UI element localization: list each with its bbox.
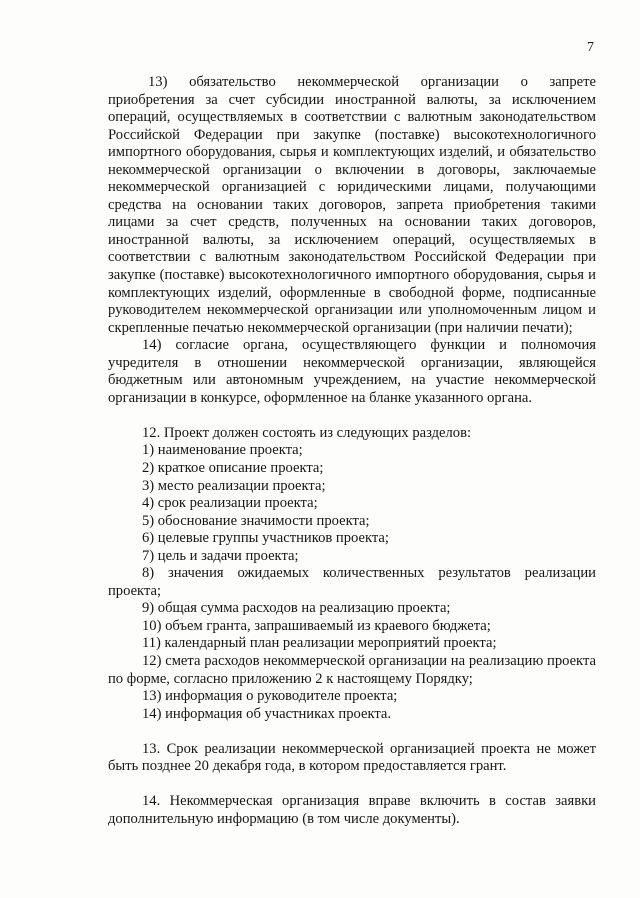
list-item: 12) смета расходов некоммерческой организации на реализацию проекта по форме, согласно приложению 2 к настоящему Порядку;: [108, 653, 596, 687]
list-item: 1) наименование проекта;: [142, 442, 303, 459]
section-14-paragraph: 14. Некоммерческая организация вправе включить в состав заявки дополнительную информацию (в том числе документы).: [108, 793, 596, 827]
list-item: 14) информация об участниках проекта.: [142, 705, 392, 722]
list-item: 6) целевые группы участников проекта;: [142, 530, 389, 547]
section-13-paragraph: 13. Срок реализации некоммерческой организацией проекта не может быть позднее 20 декабря года, в котором предоставляется грант.: [108, 740, 596, 775]
list-item: 2) краткое описание проекта;: [142, 459, 324, 476]
list-item: 4) срок реализации проекта;: [142, 495, 318, 512]
page-number: 7: [587, 40, 594, 55]
list-item: 9) общая сумма расходов на реализацию проекта;: [142, 600, 451, 617]
paragraph-item-13: 13) обязательство некоммерческой организации о запрете приобретения за счет субсидии иностранной валюты, за исключением операций, осуществляемых в соответствии с валютным законодательством Российской Федерации при закупке (поставке) высокотехнологичного импортного оборудования, сырья и комплектующих изделий, и обязательство некоммерческой организации о включении в договоры, заключаемые некоммерческой организацией с юридическими лицами, получающими средства на основании таких договоров, запрета приобретения такими лицами за счет средств, полученных на основании таких договоров, иностранной валюты, за исключением операций, осуществляемых в соответствии с валютным законодательством Российской Федерации при закупке (поставке) высокотехнологичного импортного оборудования, сырья и комплектующих изделий, оформленные в свободной форме, подписанные руководителем некоммерческой организации или уполномоченным лицом и скрепленные печатью некоммерческой организации (при наличии печати);: [108, 74, 596, 336]
list-item: 5) обоснование значимости проекта;: [142, 512, 370, 529]
spacer: [108, 407, 596, 425]
list-item: 13) информация о руководителе проекта;: [142, 688, 398, 705]
list-item: 7) цель и задачи проекта;: [142, 547, 299, 564]
list-item: 11) календарный план реализации мероприятий проекта;: [142, 635, 497, 652]
document-body: [108, 74, 596, 828]
list-item: 10) объем гранта, запрашиваемый из краевого бюджета;: [142, 617, 491, 634]
list-item: 8) значения ожидаемых количественных результатов реализации проекта;: [108, 565, 596, 599]
spacer: [108, 776, 596, 794]
section-12-intro: 12. Проект должен состоять из следующих разделов:: [142, 424, 472, 441]
project-sections-list: [108, 442, 596, 723]
list-item: 3) место реализации проекта;: [142, 477, 326, 494]
spacer: [108, 723, 596, 741]
paragraph-item-14: 14) согласие органа, осуществляющего функции и полномочия учредителя в отношении некоммерческой организации, являющейся бюджетным или автономным учреждением, на участие некоммерческой организации в конкурсе, оформленное на бланке указанного органа.: [108, 337, 596, 406]
